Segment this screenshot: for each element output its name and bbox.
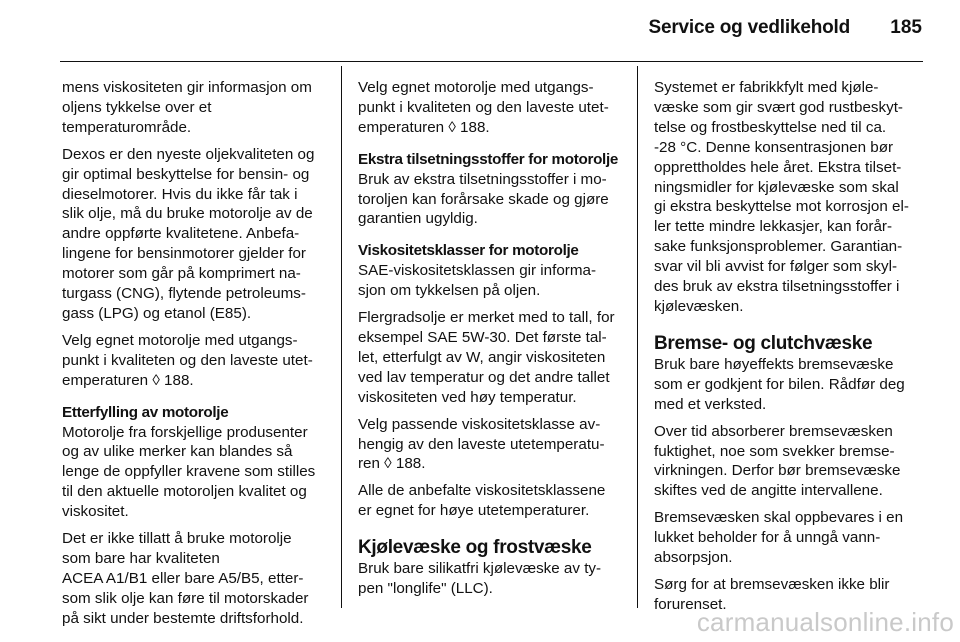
page-number: 185 xyxy=(890,17,922,38)
page-header xyxy=(0,0,960,62)
text-line: lenge de oppfyller kravene som stilles xyxy=(62,463,316,481)
text-line: til den aktuelle motoroljen kvalitet og xyxy=(62,483,307,501)
text-line: toroljen kan forårsake skade og gjøre xyxy=(358,190,609,208)
paragraph xyxy=(654,78,922,317)
text-line: Kjølevæske og frostvæske xyxy=(358,537,592,559)
text-line: er egnet for høye utetemperaturer. xyxy=(358,502,590,520)
paragraph xyxy=(62,145,330,324)
text-line: som er godkjent for bilen. Rådfør deg xyxy=(654,375,905,393)
text-line: Velg egnet motorolje med utgangs- xyxy=(358,79,594,96)
text-line: hengig av den laveste utetemperatu- xyxy=(358,435,605,453)
text-line: sjon om tykkelsen på oljen. xyxy=(358,282,541,300)
text-line: Ekstra tilsetningsstoffer for motorolje xyxy=(358,150,619,168)
text-line: eksempel SAE 5W-30. Det første tal- xyxy=(358,328,607,346)
text-line: Bruk bare silikatfri kjølevæske av ty- xyxy=(358,560,602,578)
text-line: fuktighet, noe som svekker bremse- xyxy=(654,442,895,460)
section-heading xyxy=(358,537,626,559)
text-line: på sikt under bestemte driftsforhold. xyxy=(62,609,304,627)
paragraph xyxy=(358,170,626,230)
text-line: ved lav temperatur og det andre tallet xyxy=(358,368,610,386)
text-line: gir optimal beskyttelse for bensin- og xyxy=(62,165,310,183)
column-divider xyxy=(341,66,342,608)
text-line: og av ulike merker kan blandes så xyxy=(62,443,293,461)
text-line: SAE-viskositetsklassen gir informa- xyxy=(358,262,597,280)
text-line: virkningen. Derfor bør bremsevæske xyxy=(654,462,901,480)
text-line: ningsmidler for kjølevæske som skal xyxy=(654,178,899,196)
text-line: Over tid absorberer bremsevæsken xyxy=(654,422,893,440)
paragraph xyxy=(654,355,922,415)
text-line: væske som gir svært god rustbeskyt- xyxy=(654,98,903,116)
text-line: dieselmotorer. Hvis du ikke får tak i xyxy=(62,185,298,203)
text-line: Bruk av ekstra tilsetningsstoffer i mo- xyxy=(358,170,607,188)
text-line: emperaturen ◊ 188. xyxy=(62,371,194,389)
text-line: oljens tykkelse over et xyxy=(62,98,212,116)
text-line: skiftes ved de angitte intervallene. xyxy=(654,482,883,500)
text-column-1 xyxy=(62,78,330,636)
text-line: ren ◊ 188. xyxy=(358,455,426,473)
text-line: turgass (CNG), flytende petroleums- xyxy=(62,285,306,303)
text-line: lingene for bensinmotorer gjelder for xyxy=(62,245,306,263)
subsection-heading xyxy=(358,150,626,170)
text-line: viskositet. xyxy=(62,503,129,521)
text-line: med et verksted. xyxy=(654,395,767,413)
text-line: Motorolje fra forskjellige produsenter xyxy=(62,423,308,441)
paragraph xyxy=(62,529,330,629)
text-line: sake funksjonsproblemer. Garantian- xyxy=(654,238,903,256)
text-column-3 xyxy=(654,78,922,622)
text-line: ACEA A1/B1 eller bare A5/B5, etter- xyxy=(62,569,304,587)
text-line: Alle de anbefalte viskositetsklassene xyxy=(358,482,606,500)
text-line: gass (LPG) og etanol (E85). xyxy=(62,304,252,322)
paragraph xyxy=(62,423,330,523)
text-line: Bremse- og clutchvæske xyxy=(654,332,873,354)
paragraph xyxy=(358,261,626,301)
paragraph xyxy=(358,78,626,138)
text-line: Systemet er fabrikkfylt med kjøle- xyxy=(654,79,879,96)
text-line: viskositeten ved høy temperatur. xyxy=(358,388,577,406)
text-line: punkt i kvaliteten og den laveste utet- xyxy=(358,98,609,116)
text-line: mens viskositeten gir informasjon om xyxy=(62,79,312,96)
section-heading xyxy=(654,333,922,355)
text-line: Det er ikke tillatt å bruke motorolje xyxy=(62,530,292,548)
subsection-heading xyxy=(358,241,626,261)
text-line: Velg passende viskositetsklasse av- xyxy=(358,415,601,433)
text-line: gi ekstra beskyttelse mot korrosjon el- xyxy=(654,198,909,216)
text-line: som bare har kvaliteten xyxy=(62,549,220,567)
paragraph xyxy=(358,308,626,408)
page-title: Service og vedlikehold xyxy=(648,17,850,38)
text-line: svar vil bli avvist for følger som skyl- xyxy=(654,258,898,276)
text-line: punkt i kvaliteten og den laveste utet- xyxy=(62,351,313,369)
text-line: absorpsjon. xyxy=(654,549,733,567)
text-line: som slik olje kan føre til motorskader xyxy=(62,589,309,607)
text-line: Velg egnet motorolje med utgangs- xyxy=(62,331,298,349)
text-line: let, etterfulgt av W, angir viskositeten xyxy=(358,348,606,366)
text-line: garantien ugyldig. xyxy=(358,210,478,228)
subsection-heading xyxy=(62,403,330,423)
text-line: -28 °C. Denne konsentrasjonen bør xyxy=(654,138,894,156)
text-line: Bruk bare høyeffekts bremsevæske xyxy=(654,355,894,373)
text-line: Viskositetsklasser for motorolje xyxy=(358,242,579,260)
text-column-2 xyxy=(358,78,626,606)
text-line: motorer som går på komprimert na- xyxy=(62,265,301,283)
text-line: ler tette mindre lekkasjer, kan forår- xyxy=(654,218,893,236)
text-line: telse og frostbeskyttelse ned til ca. xyxy=(654,118,887,136)
text-line: des bruk av ekstra tilsetningsstoffer i xyxy=(654,278,900,296)
paragraph xyxy=(62,78,330,138)
paragraph xyxy=(654,422,922,502)
text-line: Flergradsolje er merket med to tall, for xyxy=(358,309,615,327)
header-divider xyxy=(60,61,923,62)
paragraph xyxy=(358,481,626,521)
paragraph xyxy=(62,331,330,391)
column-divider xyxy=(637,66,638,608)
text-line: pen "longlife" (LLC). xyxy=(358,580,493,598)
text-line: lukket beholder for å unngå vann- xyxy=(654,529,881,547)
text-line: kjølevæsken. xyxy=(654,297,744,315)
paragraph xyxy=(654,508,922,568)
text-line: Etterfylling av motorolje xyxy=(62,403,229,421)
text-line: opprettholdes hele året. Ekstra tilset- xyxy=(654,158,902,176)
text-line: Dexos er den nyeste oljekvaliteten og xyxy=(62,145,315,163)
text-line: andre oppførte kvalitetene. Anbefa- xyxy=(62,225,300,243)
paragraph xyxy=(358,559,626,599)
text-line: slik olje, må du bruke motorolje av de xyxy=(62,205,313,223)
text-line: emperaturen ◊ 188. xyxy=(358,118,490,136)
watermark: carmanualsonline.info xyxy=(696,607,954,637)
text-line: forurenset. xyxy=(654,595,727,613)
text-line: temperaturområde. xyxy=(62,118,192,136)
text-line: Sørg for at bremsevæsken ikke blir xyxy=(654,575,890,593)
paragraph xyxy=(358,415,626,475)
text-line: Bremsevæsken skal oppbevares i en xyxy=(654,509,904,527)
